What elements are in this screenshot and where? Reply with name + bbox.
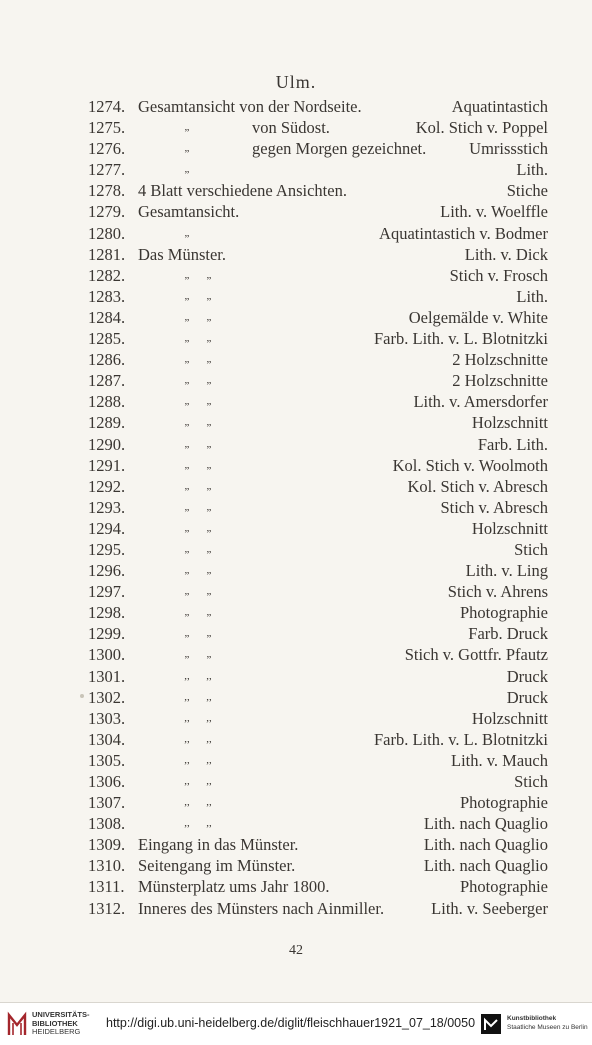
catalog-entry xyxy=(0,391,592,412)
catalog-entry xyxy=(0,708,592,729)
catalog-entry xyxy=(0,792,592,813)
entry-technique: Farb. Lith. xyxy=(477,434,548,454)
library-name-line1: UNIVERSITÄTS- xyxy=(32,1010,90,1019)
catalog-entry xyxy=(0,412,592,433)
catalog-entry xyxy=(0,96,592,117)
catalog-entry xyxy=(0,455,592,476)
ditto-mark: ,, xyxy=(184,669,190,682)
ditto-mark: „ xyxy=(206,395,212,408)
ditto-mark: „ xyxy=(184,395,190,408)
entry-title: Eingang in das Münster. xyxy=(138,835,299,855)
university-library-logo-icon[interactable] xyxy=(6,1011,28,1037)
entry-technique: Druck xyxy=(506,666,548,686)
catalog-entry xyxy=(0,434,592,455)
entry-number: 1293. xyxy=(88,497,126,517)
entry-number: 1303. xyxy=(88,708,126,728)
catalog-entry xyxy=(0,813,592,834)
catalog-entry xyxy=(0,666,592,687)
catalog-entry xyxy=(0,286,592,307)
catalog-entry xyxy=(0,771,592,792)
ditto-mark: „ xyxy=(206,416,212,429)
ditto-mark: ,, xyxy=(184,775,190,787)
ditto-mark: „ xyxy=(206,627,212,640)
ditto-mark: „ xyxy=(184,479,190,492)
ditto-mark: „ xyxy=(206,289,212,302)
entry-technique: Druck xyxy=(506,687,548,707)
entry-technique: Stich xyxy=(514,539,548,559)
entry-technique: Stiche xyxy=(506,181,548,201)
entry-technique: Stich v. Gottfr. Pfautz xyxy=(404,645,548,665)
entry-technique: Farb. Lith. v. L. Blotnitzki xyxy=(374,329,548,349)
entry-technique: Holzschnitt xyxy=(471,413,548,433)
ditto-mark: „ xyxy=(184,585,190,598)
entry-technique: Stich xyxy=(514,772,548,791)
ditto-mark: „ xyxy=(206,521,212,534)
ditto-mark: „ xyxy=(184,648,190,661)
catalog-entry xyxy=(0,476,592,497)
entry-technique: Photographie xyxy=(460,603,548,623)
entry-number: 1289. xyxy=(88,413,126,433)
catalog-entry xyxy=(0,581,592,602)
entry-number: 1279. xyxy=(88,202,126,222)
entry-number: 1304. xyxy=(88,729,126,749)
ditto-mark: „ xyxy=(206,564,212,577)
library-name-line3: HEIDELBERG xyxy=(32,1027,81,1036)
ditto-mark: „ xyxy=(206,500,212,513)
ditto-mark: ,, xyxy=(206,711,212,724)
ditto-mark: ,, xyxy=(206,669,212,682)
catalog-entry xyxy=(0,602,592,623)
entry-technique: Lith. xyxy=(516,160,548,180)
ditto-mark: „ xyxy=(184,268,190,281)
kunstbibliothek-name xyxy=(507,1014,588,1032)
entry-subtitle: von Südost. xyxy=(252,118,330,138)
entry-number: 1296. xyxy=(88,561,126,581)
entry-technique: Umrissstich xyxy=(469,139,548,159)
ditto-mark: „ xyxy=(206,606,212,619)
ditto-mark: ,, xyxy=(184,690,190,703)
ditto-mark: „ xyxy=(184,521,190,534)
entry-number: 1280. xyxy=(88,223,126,243)
entry-number: 1287. xyxy=(88,371,126,391)
entry-number: 1309. xyxy=(88,835,126,855)
entry-technique: Holzschnitt xyxy=(471,518,548,538)
catalog-entry xyxy=(0,328,592,349)
entry-number: 1300. xyxy=(88,645,126,665)
ditto-mark: „ xyxy=(206,332,212,345)
ditto-mark: „ xyxy=(184,226,190,239)
ditto-mark: ,, xyxy=(206,796,212,809)
permalink-url[interactable]: http://digi.ub.uni-heidelberg.de/diglit/fleischhauer1921_07_18/0050 xyxy=(106,1016,476,1030)
entry-number: 1276. xyxy=(88,139,126,159)
ditto-mark: „ xyxy=(184,332,190,345)
ditto-mark: ,, xyxy=(184,753,190,766)
catalog-entry xyxy=(0,138,592,159)
entry-number: 1291. xyxy=(88,455,126,475)
entry-number: 1290. xyxy=(88,434,126,454)
catalog-entry xyxy=(0,729,592,750)
ditto-mark: „ xyxy=(184,606,190,619)
ditto-mark: „ xyxy=(184,353,190,366)
catalog-entry xyxy=(0,750,592,771)
entry-number: 1307. xyxy=(88,793,126,813)
entry-technique: Stich v. Ahrens xyxy=(447,582,548,602)
entry-number: 1283. xyxy=(88,286,126,306)
catalog-entry xyxy=(0,518,592,539)
entry-technique: Lith. v. Woelffle xyxy=(440,202,548,222)
university-library-name xyxy=(32,1011,90,1037)
entry-technique: Kol. Stich v. Abresch xyxy=(407,476,548,496)
ditto-mark: ,, xyxy=(206,775,212,787)
catalog-entry xyxy=(0,539,592,560)
catalog-entry xyxy=(0,159,592,180)
entry-technique: Stich v. Frosch xyxy=(449,265,548,285)
entry-technique: Aquatintastich xyxy=(451,97,548,116)
entry-number: 1301. xyxy=(88,666,126,686)
ditto-mark: „ xyxy=(184,564,190,577)
entry-number: 1277. xyxy=(88,160,126,180)
catalog-entry xyxy=(0,349,592,370)
ditto-mark: ,, xyxy=(184,796,190,809)
ditto-mark: ,, xyxy=(206,817,212,830)
ditto-mark: „ xyxy=(184,627,190,640)
ditto-mark: „ xyxy=(184,310,190,323)
ditto-mark: ,, xyxy=(206,753,212,766)
entry-number: 1299. xyxy=(88,624,126,644)
entry-number: 1278. xyxy=(88,181,126,201)
ditto-mark: „ xyxy=(206,585,212,598)
catalog-entry xyxy=(0,244,592,265)
ditto-mark: „ xyxy=(184,542,190,555)
entry-technique: Stich v. Abresch xyxy=(440,497,548,517)
entry-technique: Aquatintastich v. Bodmer xyxy=(379,223,548,243)
ditto-mark: „ xyxy=(184,142,190,155)
ditto-mark: „ xyxy=(206,458,212,471)
catalog-entry xyxy=(0,370,592,391)
entry-subtitle: gegen Morgen gezeichnet. xyxy=(252,139,427,159)
catalog-entry xyxy=(0,180,592,201)
entry-number: 1294. xyxy=(88,518,126,538)
ditto-mark: „ xyxy=(184,416,190,429)
catalog-entry xyxy=(0,201,592,222)
entry-technique: Lith. v. Dick xyxy=(464,244,548,264)
footer-bar xyxy=(0,1002,592,1045)
entry-technique: Lith. nach Quaglio xyxy=(423,856,548,876)
catalog-list xyxy=(0,96,592,919)
entry-title: Münsterplatz ums Jahr 1800. xyxy=(138,877,330,897)
ditto-mark: „ xyxy=(184,374,190,387)
entry-technique: Lith. xyxy=(516,286,548,306)
entry-technique: Lith. nach Quaglio xyxy=(423,835,548,855)
entry-title: Das Münster. xyxy=(138,244,226,264)
entry-number: 1285. xyxy=(88,329,126,349)
entry-title: Gesamtansicht. xyxy=(138,202,240,222)
ditto-mark: ,, xyxy=(184,711,190,724)
ditto-mark: „ xyxy=(184,500,190,513)
kunstbibliothek-line2: Staatliche Museen zu Berlin xyxy=(507,1024,588,1031)
entry-technique: Photographie xyxy=(460,877,548,897)
ditto-mark: „ xyxy=(184,163,190,176)
entry-number: 1286. xyxy=(88,350,126,370)
ditto-mark: „ xyxy=(206,268,212,281)
kunstbibliothek-logo-icon[interactable] xyxy=(481,1014,501,1034)
entry-technique: 2 Holzschnitte xyxy=(452,350,548,370)
ditto-mark: „ xyxy=(206,542,212,555)
catalog-entry xyxy=(0,834,592,855)
kunstbibliothek-line1: Kunstbibliothek xyxy=(507,1015,557,1022)
entry-number: 1295. xyxy=(88,539,126,559)
entry-number: 1284. xyxy=(88,307,126,327)
ditto-mark: „ xyxy=(184,437,190,450)
catalog-entry xyxy=(0,117,592,138)
entry-number: 1282. xyxy=(88,265,126,285)
catalog-entry xyxy=(0,644,592,665)
ditto-mark: „ xyxy=(206,479,212,492)
ditto-mark: ,, xyxy=(206,690,212,703)
entry-number: 1311. xyxy=(88,877,125,897)
catalog-entry xyxy=(0,898,592,919)
entry-number: 1297. xyxy=(88,582,126,602)
entry-technique: Holzschnitt xyxy=(471,708,548,728)
entry-technique: 2 Holzschnitte xyxy=(452,371,548,391)
ditto-mark: „ xyxy=(206,437,212,450)
entry-number: 1292. xyxy=(88,476,126,496)
catalog-entry xyxy=(0,497,592,518)
entry-technique: Lith. v. Amersdorfer xyxy=(413,392,548,412)
entry-number: 1306. xyxy=(88,772,126,791)
catalog-entry xyxy=(0,265,592,286)
entry-number: 1308. xyxy=(88,814,126,834)
entry-title: 4 Blatt verschiedene Ansichten. xyxy=(138,181,347,201)
ditto-mark: „ xyxy=(184,121,190,134)
entry-technique: Kol. Stich v. Woolmoth xyxy=(392,455,548,475)
ditto-mark: ,, xyxy=(206,732,212,745)
ditto-mark: „ xyxy=(206,648,212,661)
ditto-mark: ,, xyxy=(184,817,190,830)
entry-title: Gesamtansicht von der Nordseite. xyxy=(138,97,362,116)
catalog-entry xyxy=(0,687,592,708)
ditto-mark: „ xyxy=(206,310,212,323)
library-name-line2: BIBLIOTHEK xyxy=(32,1018,78,1028)
ditto-mark: „ xyxy=(184,458,190,471)
entry-number: 1288. xyxy=(88,392,126,412)
ditto-mark: „ xyxy=(206,353,212,366)
page-title: Ulm. xyxy=(275,72,317,92)
entry-technique: Lith. v. Mauch xyxy=(451,750,548,770)
entry-number: 1302. xyxy=(88,687,126,707)
entry-number: 1312. xyxy=(88,898,126,918)
ditto-mark: „ xyxy=(184,289,190,302)
entry-number: 1274. xyxy=(88,97,126,116)
entry-technique: Farb. Druck xyxy=(468,624,548,644)
catalog-entry xyxy=(0,855,592,876)
entry-technique: Lith. nach Quaglio xyxy=(423,814,548,834)
page-number: 42 xyxy=(289,943,303,958)
entry-number: 1275. xyxy=(88,118,126,138)
catalog-entry xyxy=(0,223,592,244)
catalog-entry xyxy=(0,876,592,897)
ditto-mark: „ xyxy=(206,374,212,387)
entry-number: 1298. xyxy=(88,603,126,623)
page-speck xyxy=(80,694,84,698)
entry-technique: Lith. v. Ling xyxy=(465,561,548,581)
catalog-entry xyxy=(0,560,592,581)
ditto-mark: ,, xyxy=(184,732,190,745)
catalog-entry xyxy=(0,623,592,644)
entry-number: 1281. xyxy=(88,244,126,264)
entry-technique: Lith. v. Seeberger xyxy=(431,898,548,918)
entry-technique: Farb. Lith. v. L. Blotnitzki xyxy=(374,729,548,749)
entry-number: 1310. xyxy=(88,856,126,876)
entry-title: Inneres des Münsters nach Ainmiller. xyxy=(138,898,385,918)
entry-technique: Photographie xyxy=(460,793,548,813)
entry-technique: Kol. Stich v. Poppel xyxy=(415,118,548,138)
entry-title: Seitengang im Münster. xyxy=(138,856,296,876)
entry-technique: Oelgemälde v. White xyxy=(408,307,548,327)
catalog-entry xyxy=(0,307,592,328)
entry-number: 1305. xyxy=(88,750,126,770)
